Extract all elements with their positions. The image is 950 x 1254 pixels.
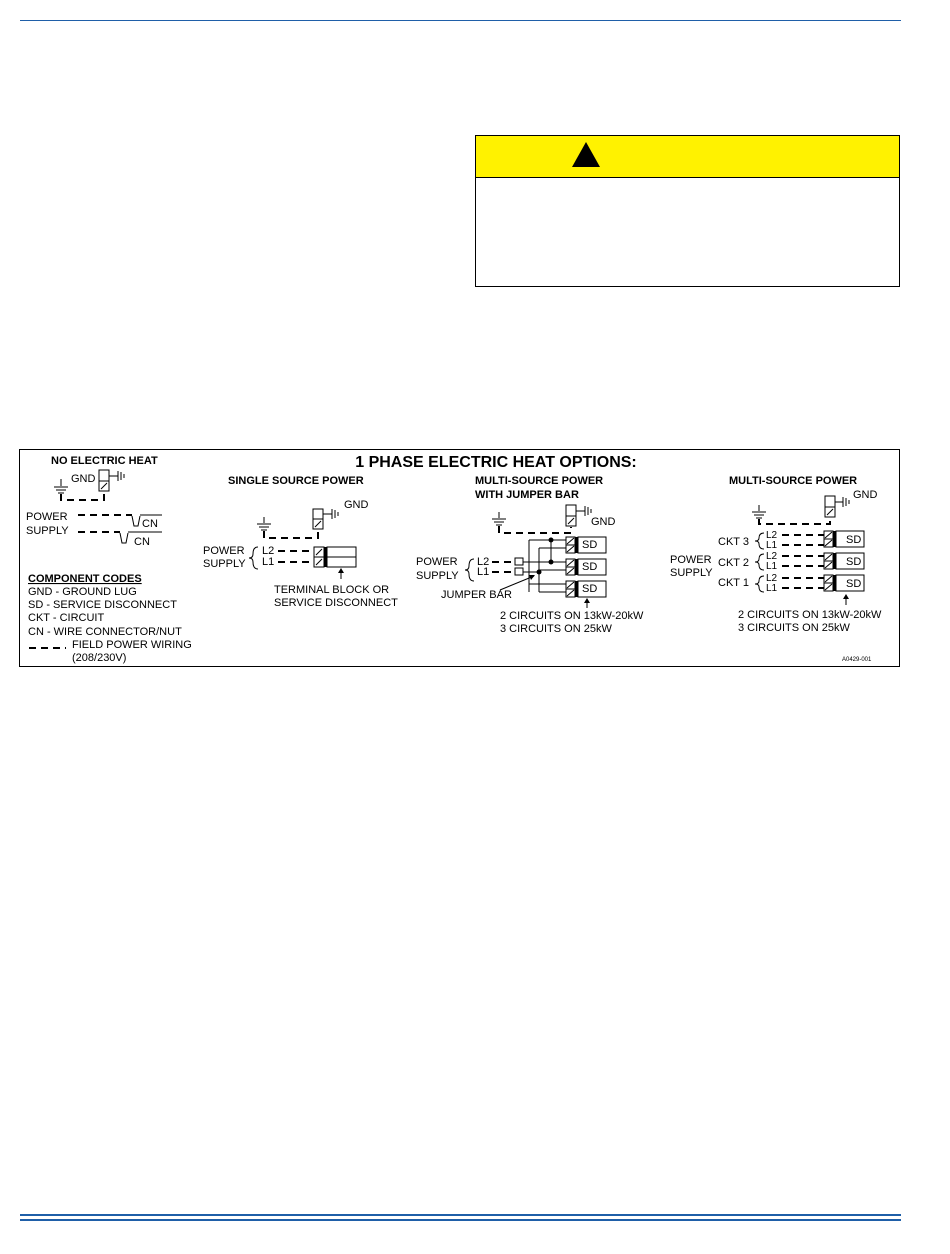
legend-wiring-line2: (208/230V): [72, 652, 127, 664]
terminal-block-icon: [314, 547, 356, 567]
wiring-diagram-svg: [20, 450, 901, 668]
figure-id: A0429-001: [842, 657, 872, 663]
multi-l1-label: L1: [766, 561, 778, 572]
jumper-heading2: WITH JUMPER BAR: [475, 489, 579, 501]
legend-item: GND - GROUND LUG: [28, 586, 137, 598]
ground-lug-icon: [566, 505, 591, 526]
multi-l2-label: L2: [766, 551, 778, 562]
multi-heading: MULTI-SOURCE POWER: [729, 475, 858, 487]
multi-ckt2-label: CKT 2: [718, 557, 749, 569]
warning-box: [475, 135, 900, 287]
multi-power-label: POWER: [670, 554, 712, 566]
multi-sd-label: SD: [846, 578, 862, 590]
bottom-rule: [20, 1214, 901, 1216]
top-rule: [20, 20, 901, 21]
multi-l2-label: L2: [766, 573, 778, 584]
multi-note1: 2 CIRCUITS ON 13kW-20kW: [738, 609, 882, 621]
no-heat-gnd-label: GND: [71, 473, 96, 485]
jumper-bar-label: JUMPER BAR: [441, 589, 512, 601]
single-caption1: TERMINAL BLOCK OR: [274, 584, 390, 596]
jumper-l2-label: L2: [477, 556, 490, 568]
figure-title: 1 PHASE ELECTRIC HEAT OPTIONS:: [355, 454, 637, 471]
bottom-rule: [20, 1219, 901, 1221]
ground-lug-icon: [313, 509, 338, 529]
jumper-note1: 2 CIRCUITS ON 13kW-20kW: [500, 610, 644, 622]
legend-item: SD - SERVICE DISCONNECT: [28, 599, 177, 611]
jumper-sd-label: SD: [582, 583, 598, 595]
ground-symbol-icon: [257, 517, 271, 530]
single-power-label: POWER: [203, 545, 245, 557]
no-heat-power-label: POWER: [26, 511, 68, 523]
ground-symbol-icon: [492, 512, 506, 525]
multi-l1-label: L1: [766, 540, 778, 551]
single-gnd-label: GND: [344, 499, 369, 511]
multi-l2-label: L2: [766, 530, 778, 541]
multi-gnd-label: GND: [853, 489, 878, 501]
jumper-gnd-label: GND: [591, 516, 616, 528]
multi-note2: 3 CIRCUITS ON 25kW: [738, 622, 850, 634]
warning-triangle-icon: [572, 142, 600, 167]
no-heat-heading: NO ELECTRIC HEAT: [51, 455, 158, 467]
no-heat-supply-label: SUPPLY: [26, 525, 69, 537]
legend-wiring-line1: FIELD POWER WIRING: [72, 639, 192, 651]
no-heat-cn1-label: CN: [142, 518, 158, 530]
legend-item: CKT - CIRCUIT: [28, 612, 105, 624]
warning-header: [476, 136, 899, 178]
multi-ckt3-label: CKT 3: [718, 536, 749, 548]
multi-sd-label: SD: [846, 556, 862, 568]
multi-sd-label: SD: [846, 534, 862, 546]
jumper-l1-label: L1: [477, 566, 490, 578]
single-heading: SINGLE SOURCE POWER: [228, 475, 364, 487]
legend-heading: COMPONENT CODES: [28, 573, 142, 585]
multi-l1-label: L1: [766, 583, 778, 594]
jumper-power-label: POWER: [416, 556, 458, 568]
multi-supply-label: SUPPLY: [670, 567, 713, 579]
single-caption2: SERVICE DISCONNECT: [274, 597, 398, 609]
single-supply-label: SUPPLY: [203, 558, 246, 570]
single-l2-label: L2: [262, 545, 275, 557]
no-heat-cn2-label: CN: [134, 536, 150, 548]
wiring-diagram-figure: [19, 449, 900, 667]
jumper-supply-label: SUPPLY: [416, 570, 459, 582]
ground-lug-icon: [825, 496, 849, 517]
multi-ckt1-label: CKT 1: [718, 577, 749, 589]
ground-symbol-icon: [752, 505, 766, 518]
jumper-note2: 3 CIRCUITS ON 25kW: [500, 623, 612, 635]
jumper-sd-label: SD: [582, 561, 598, 573]
jumper-heading1: MULTI-SOURCE POWER: [475, 475, 604, 487]
ground-lug-icon: [99, 470, 124, 491]
legend-item: CN - WIRE CONNECTOR/NUT: [28, 626, 182, 638]
jumper-sd-label: SD: [582, 539, 598, 551]
single-l1-label: L1: [262, 556, 275, 568]
ground-symbol-icon: [54, 479, 68, 493]
